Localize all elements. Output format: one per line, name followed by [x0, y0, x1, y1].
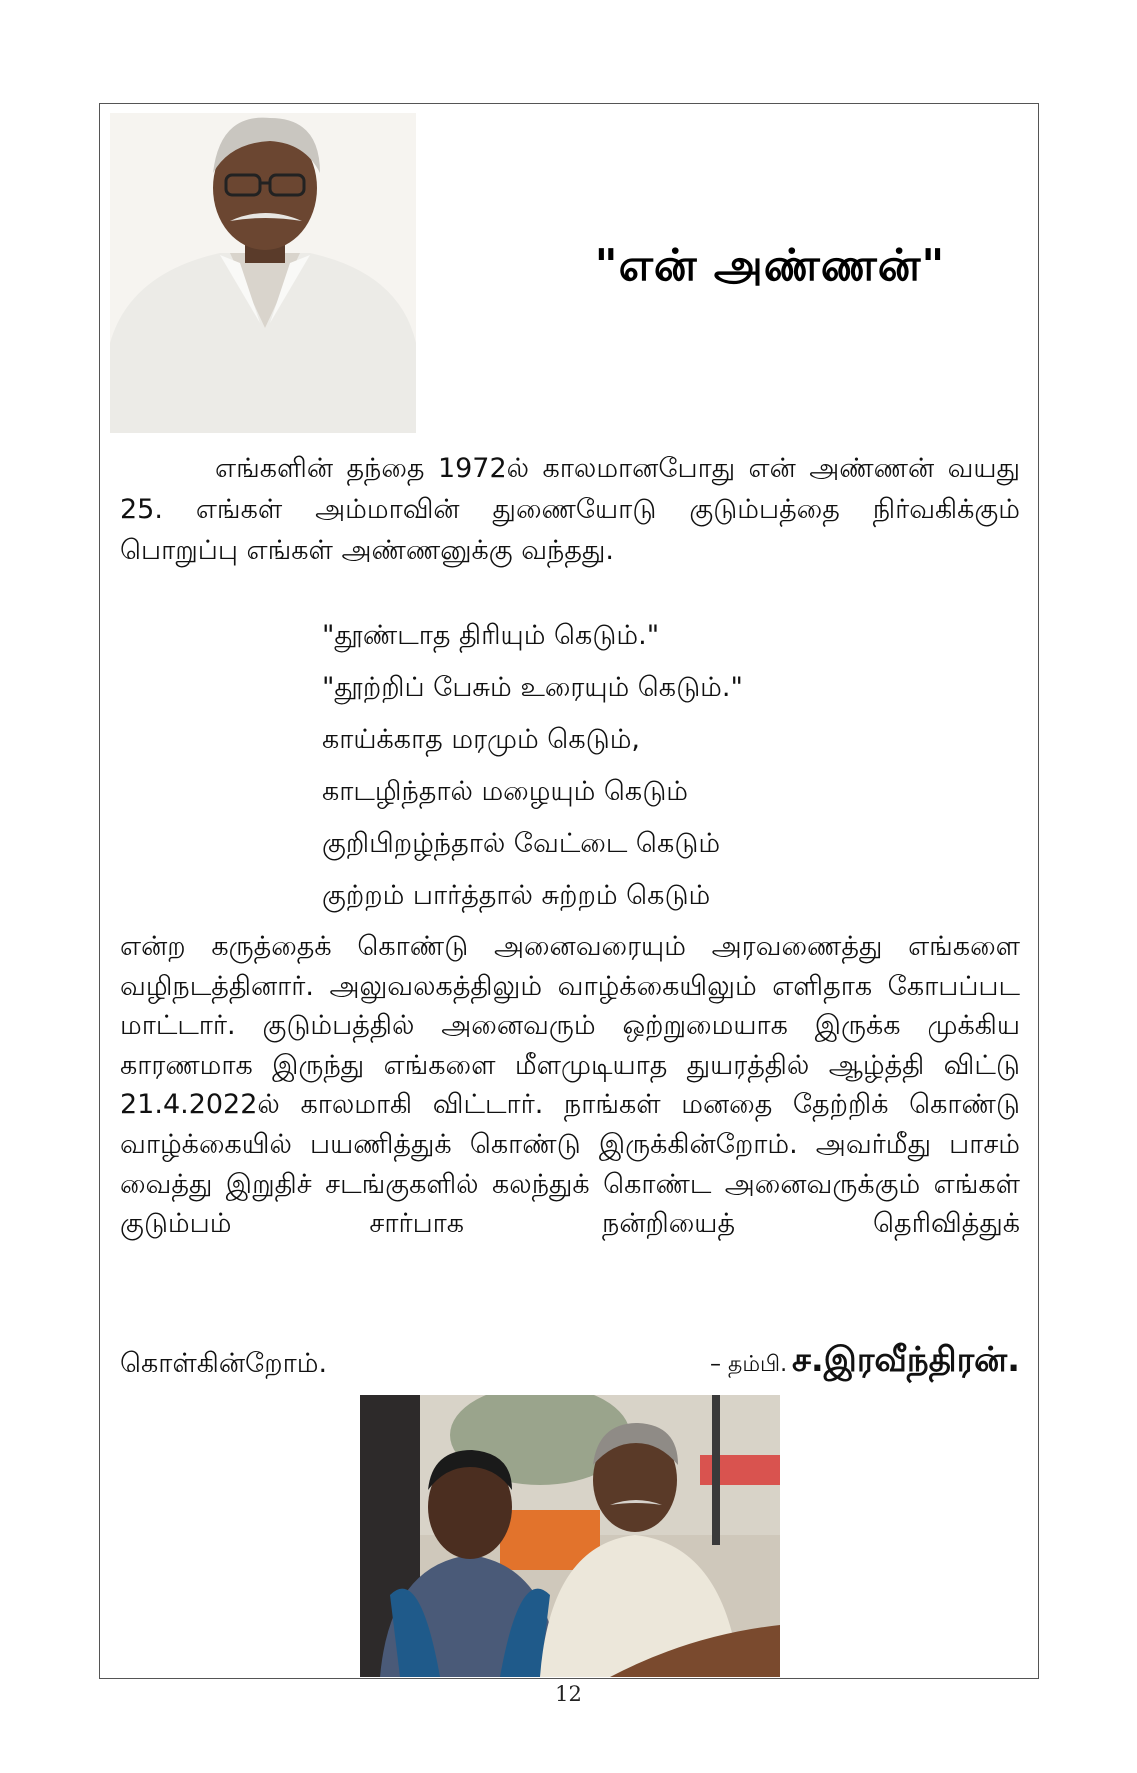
page-number: 12 — [555, 1682, 582, 1706]
portrait-photo — [110, 113, 416, 433]
signature-name: ச.இரவீந்திரன். — [792, 1340, 1021, 1380]
poem-line: "தூண்டாத திரியும் கெடும்." — [322, 620, 660, 651]
signature-prefix: – தம்பி. — [710, 1352, 788, 1377]
poem-line: "தூற்றிப் பேசும் உரையும் கெடும்." — [322, 672, 743, 703]
signature-row — [120, 1340, 1020, 1390]
poem — [322, 610, 743, 922]
intro-paragraph — [120, 448, 1020, 571]
closing-text: கொள்கின்றோம். — [120, 1348, 328, 1379]
page-title: "என் அண்ணன்" — [594, 240, 946, 291]
poem-line: காய்க்காத மரமும் கெடும், — [322, 724, 641, 755]
poem-line: குறிபிறழ்ந்தால் வேட்டை கெடும் — [322, 828, 721, 859]
main-paragraph: என்ற கருத்தைக் கொண்டு அனைவரையும் அரவணைத்து எங்களை வழிநடத்தினார். அலுவலகத்திலும் வாழ்க்கையிலும் எளிதாக கோபப்பட மாட்டார். குடும்பத்தில் அனைவரும் ஒற்றுமையாக இருக்க முக்கிய காரணமாக இருந்து எங்களை மீளமுடியாத துயரத்தில் ஆழ்த்தி விட்டு 21.4.2022ல் காலமாகி விட்டார். நாங்கள் மனதை தேற்றிக் கொண்டு வாழ்க்கையில் பயணித்துக் கொண்டு இருக்கின்றோம். அவர்மீது பாசம் வைத்து இறுதிச் சடங்குகளில் கலந்துக் கொண்ட அனைவருக்கும் எங்கள் குடும்பம் சார்பாக நன்றியைத் தெரிவித்துக் — [120, 931, 1020, 1240]
intro-paragraph-text: எங்களின் தந்தை 1972ல் காலமானபோது என் அண்ணன் வயது 25. எங்கள் அம்மாவின் துணையோடு குடும்பத்தை நிர்வகிக்கும் பொறுப்பு எங்கள் அண்ணனுக்கு வந்தது. — [120, 453, 1020, 566]
poem-line: காடழிந்தால் மழையும் கெடும் — [322, 776, 689, 807]
poem-line: குற்றம் பார்த்தால் சுற்றம் கெடும் — [322, 880, 711, 911]
group-photo — [360, 1395, 780, 1677]
